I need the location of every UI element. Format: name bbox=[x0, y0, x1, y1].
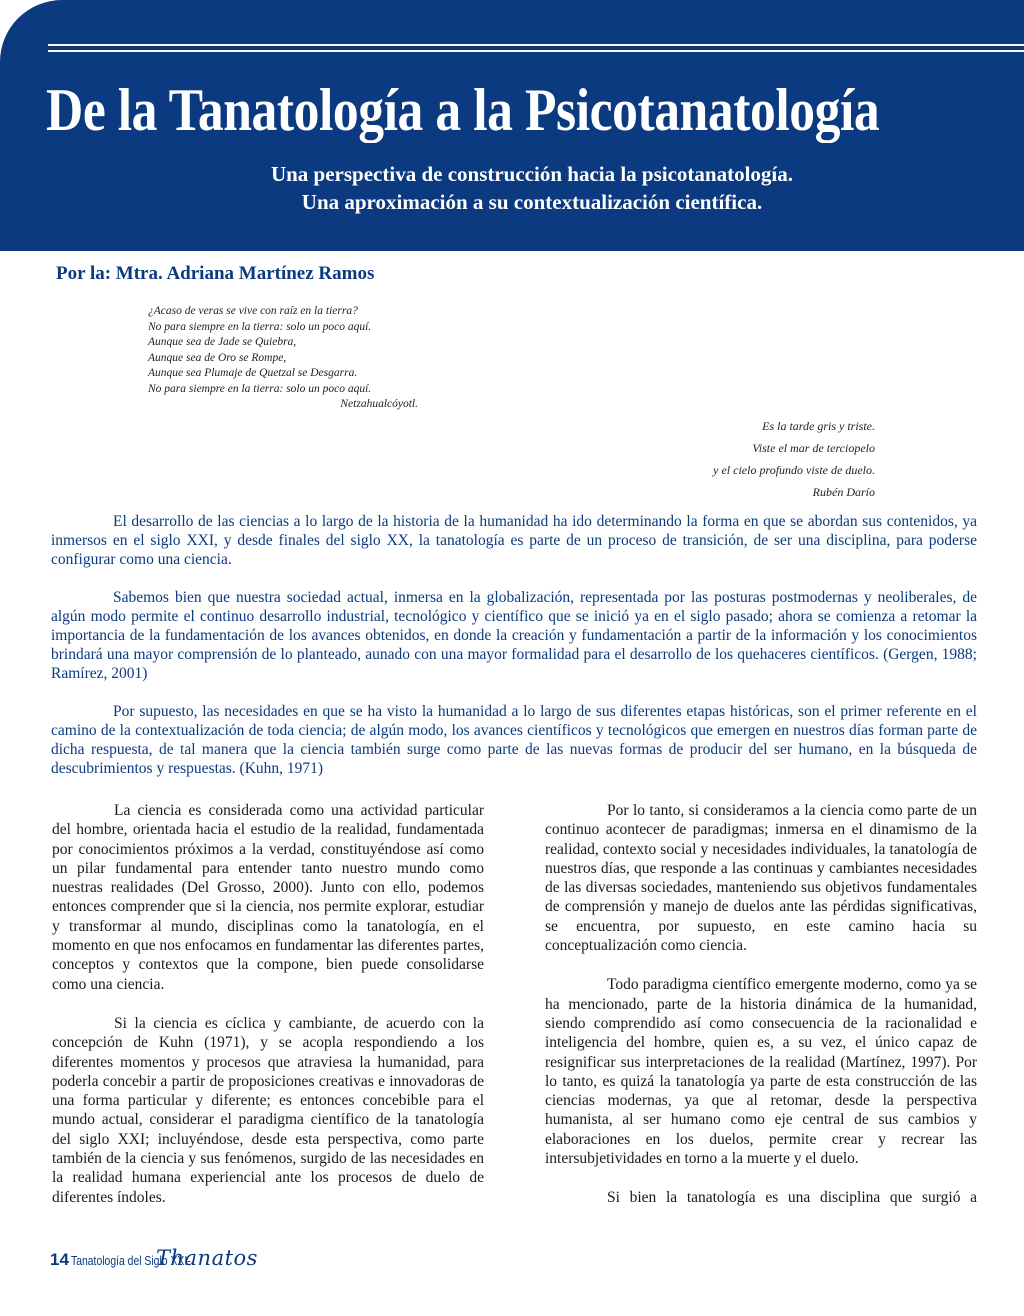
poem-line: y el cielo profundo viste de duelo. bbox=[713, 463, 875, 477]
intro-paragraph: Sabemos bien que nuestra sociedad actual, inmersa en la globalización, representada por las posturas postmodernas y neoliberales, de algún modo permite el continuo desarrollo industrial, tecnológico y científico que se inició ya en el siglo pasado; ahora se comienza a retomar la importancia de la fundamentación de los avances obtenidos, en donde la creación y fundamentación a partir de la información y los conocimientos brindará una mayor comprensión de lo planteado, aunado con una mayor formalidad para el desarrollo de los quehaceres científicos. (Gergen, 1988; Ramírez, 2001) bbox=[51, 588, 977, 683]
poem-line: Aunque sea de Jade se Quiebra, bbox=[148, 336, 297, 348]
intro-section bbox=[51, 512, 977, 796]
poem-line: Es la tarde gris y triste. bbox=[762, 419, 875, 433]
poem-line: Viste el mar de terciopelo bbox=[752, 441, 875, 455]
body-column-right bbox=[545, 801, 977, 1228]
article-title: De la Tanatología a la Psicotanatología bbox=[46, 77, 880, 143]
poem-signature: Netzahualcóyotl. bbox=[340, 398, 418, 410]
poem-line: Aunque sea de Oro se Rompe, bbox=[148, 351, 287, 364]
intro-paragraph: Por supuesto, las necesidades en que se ha visto la humanidad a lo largo de sus diferentes etapas históricas, son el primer referente en el camino de la contextualización de toda ciencia; de algún modo, los avances científicos y tecnológicos que emergen en nuestros días forman parte de dicha respuesta, de tal manera que la ciencia también surge como parte de las nuevas formas de producir del ser humano, en la búsqueda de descubrimientos y respuestas. (Kuhn, 1971) bbox=[51, 702, 977, 778]
body-paragraph: La ciencia es considerada como una actividad particular del hombre, orientada hacia el estudio de la realidad, fundamentada por conocimientos próximos a la verdad, constituyéndose así como un pilar fundamental para entender tanto nuestro mundo como nuestras realidades (Del Grosso, 2000). Junto con ello, podemos entonces comprender que si la ciencia, nos permite explorar, estudiar y transformar al mundo, disciplinas como la tanatología, en el momento en que nos enfocamos en fundamentar las diferentes partes, conceptos y contextos que la compone, bien puede consolidarse como una ciencia. bbox=[52, 802, 484, 993]
body-paragraph: Si bien la tanatología es una disciplina que surgió a bbox=[607, 1189, 977, 1207]
body-paragraph: Si la ciencia es cíclica y cambiante, de acuerdo con la concepción de Kuhn (1971), y se acopla respondiendo a los diferentes momentos y procesos que atraviesa la humanidad, para poderla concebir a partir de proposiciones creativas e innovadoras de una forma particular y diferente; es entonces concebible para el mundo actual, considerar el paradigma científico de la tanatología del siglo XXI; incluyéndose, desde esta perspectiva, como parte también de la ciencia y sus fenómenos, surgido de las necesidades en la realidad humana experiencial ante los procesos de duelo de diferentes índoles. bbox=[52, 1014, 484, 1206]
header-rule bbox=[48, 50, 1024, 52]
page-footer bbox=[50, 1246, 258, 1280]
epigraph-netzahualcoyotl bbox=[148, 304, 418, 413]
epigraph-ruben-dario bbox=[575, 415, 875, 503]
poem-line: No para siempre en la tierra: solo un poco aquí. bbox=[148, 382, 372, 395]
body-column-left bbox=[52, 801, 484, 1227]
intro-paragraph: El desarrollo de las ciencias a lo largo de la historia de la humanidad ha ido determinando la forma en que se abordan sus contenidos, ya inmersos en el siglo XXI, y desde finales del siglo XX, la tanatología es parte de un proceso de transición, de ser una disciplina, para poderse configurar como una ciencia. bbox=[51, 513, 977, 569]
poem-line: No para siempre en la tierra: solo un poco aquí. bbox=[148, 320, 372, 333]
article-subtitle bbox=[0, 160, 1024, 216]
header-banner bbox=[0, 0, 1024, 251]
subtitle-line: Una perspectiva de construcción hacia la psicotanatología. bbox=[270, 162, 794, 186]
page-number: 14 bbox=[50, 1250, 69, 1269]
poem-signature: Rubén Darío bbox=[812, 485, 875, 499]
poem-line: Aunque sea Plumaje de Quetzal se Desgarra. bbox=[148, 367, 358, 379]
magazine-logo: Thanatos bbox=[156, 1246, 258, 1270]
header-rule bbox=[48, 44, 1024, 46]
author-byline: Por la: Mtra. Adriana Martínez Ramos bbox=[56, 263, 375, 284]
body-paragraph: Todo paradigma científico emergente moderno, como ya se ha mencionado, parte de la historia dinámica de la humanidad, siendo comprendido así como consecuencia de la racionalidad e inteligencia del hombre, quien es, a su vez, el único capaz de resignificar sus interpretaciones de la realidad (Martínez, 1997). Por lo tanto, es quizá la tanatología ya parte de esta construcción de las ciencias modernas, ya que al retomar, desde la perspectiva humanista, al ser humano como eje central de sus cambios y elaboraciones en los duelos, permite crear y recrear las intersubjetividades en torno a la muerte y el duelo. bbox=[545, 976, 977, 1168]
magazine-name: Tanatología del Siglo XXI- bbox=[70, 1253, 191, 1268]
subtitle-line: Una aproximación a su contextualización científica. bbox=[301, 190, 763, 214]
poem-line: ¿Acaso de veras se vive con raíz en la tierra? bbox=[148, 305, 358, 317]
body-paragraph: Por lo tanto, si consideramos a la ciencia como parte de un continuo acontecer de paradigmas; inmersa en el dinamismo de la realidad, contexto social y necesidades individuales, la tanatología de nuestros días, que responde a las continuas y cambiantes necesidades de las diversas sociedades, manteniendo sus objetivos fundamentales de comprensión y manejo de duelos ante las pérdidas significativas, se encuentra, por supuesto, en este camino hacia su conceptualización como ciencia. bbox=[545, 802, 977, 955]
